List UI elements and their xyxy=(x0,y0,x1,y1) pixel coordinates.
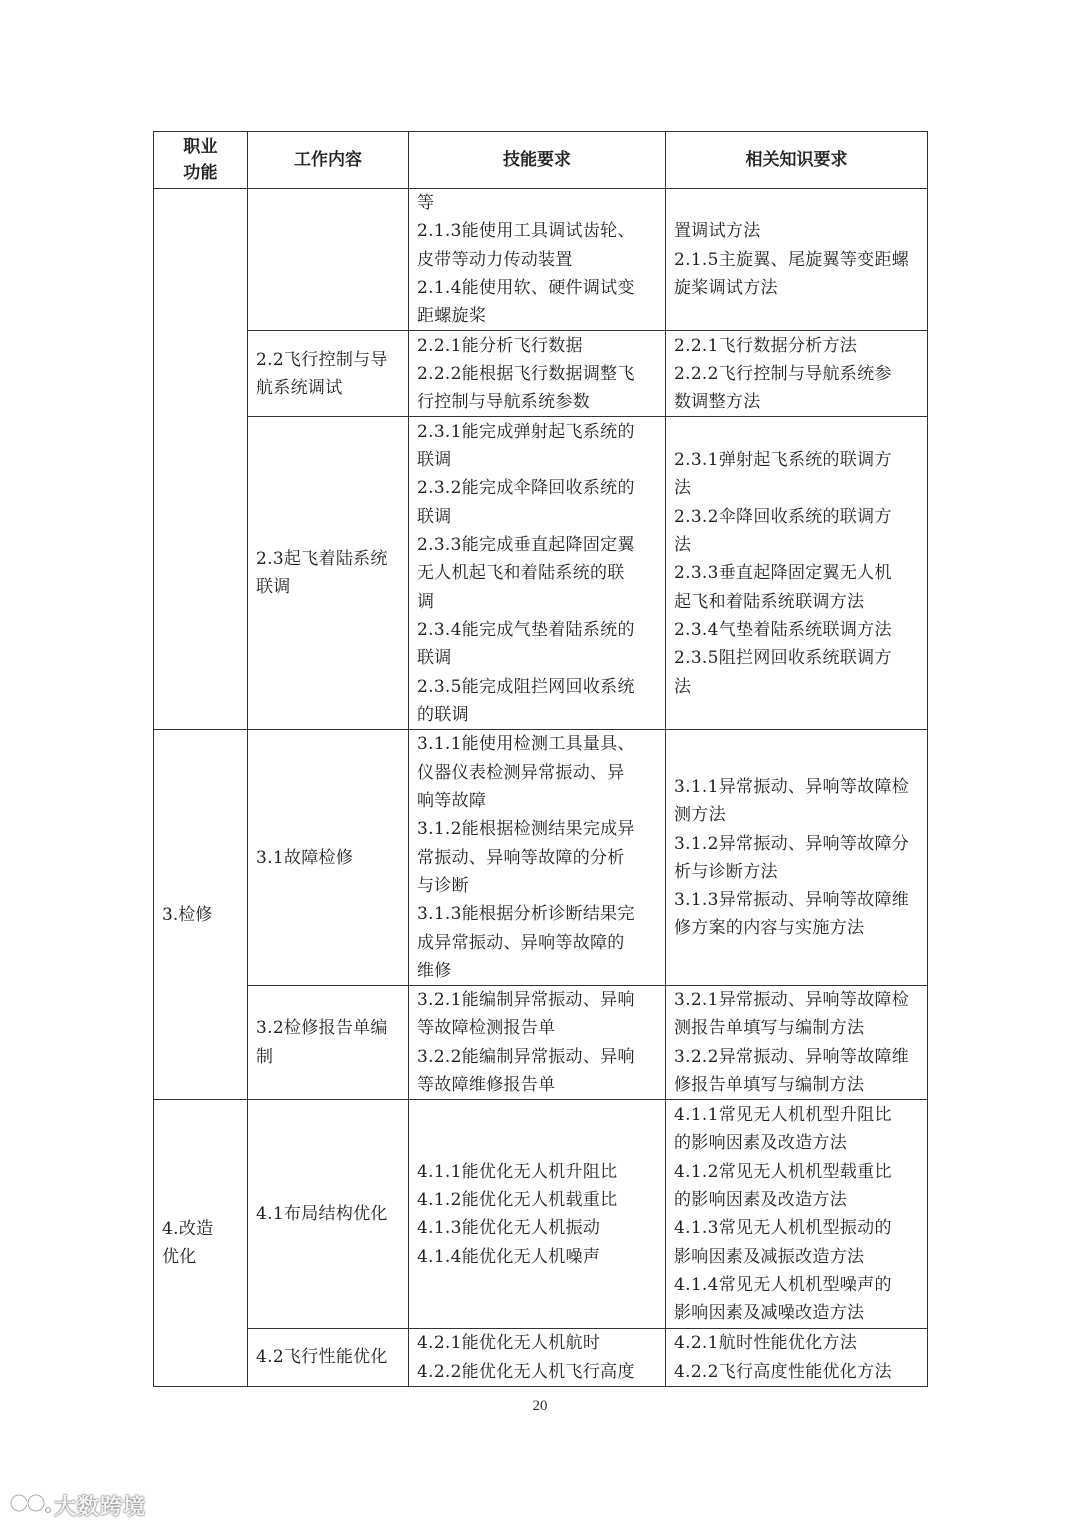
knowledge-cell xyxy=(666,417,928,730)
cell-line: 4.2.1能优化无人机航时 xyxy=(417,1333,601,1354)
cell-line: 4.1.2能优化无人机载重比 xyxy=(417,1190,618,1211)
content-cell xyxy=(248,189,409,331)
table-row xyxy=(154,189,928,331)
header-function-line: 职业 xyxy=(183,137,218,157)
knowledge-cell xyxy=(666,1329,928,1387)
cell-line: 4.1.4能优化无人机噪声 xyxy=(417,1246,601,1267)
cell-line: 与诊断 xyxy=(417,875,469,896)
function-cell xyxy=(154,189,248,730)
cell-line: 调 xyxy=(417,591,435,612)
cell-line: 2.3.3能完成垂直起降固定翼 xyxy=(417,535,635,556)
cell-line: 旋桨调试方法 xyxy=(674,277,778,298)
cell-line: 联调 xyxy=(417,450,452,471)
cell-line: 测报告单填写与编制方法 xyxy=(674,1018,865,1039)
cell-line: 3.2.1异常振动、异响等故障检 xyxy=(674,990,910,1011)
cell-line: 联调 xyxy=(417,506,452,527)
cell-line: 成异常振动、异响等故障的 xyxy=(417,932,625,953)
skills-cell xyxy=(409,986,666,1100)
cell-line: 联调 xyxy=(256,577,291,598)
cell-line: 2.1.5主旋翼、尾旋翼等变距螺 xyxy=(674,249,910,270)
content-cell xyxy=(248,417,409,730)
cell-line: 测方法 xyxy=(674,805,726,826)
cell-line: 析与诊断方法 xyxy=(674,861,778,882)
cell-line: 修报告单填写与编制方法 xyxy=(674,1075,865,1096)
knowledge-cell xyxy=(666,730,928,986)
cell-line: 的影响因素及改造方法 xyxy=(674,1133,847,1154)
cell-line: 4.2.1航时性能优化方法 xyxy=(674,1333,858,1354)
cell-line: 影响因素及减振改造方法 xyxy=(674,1246,865,1267)
cell-line: 2.3.4能完成气垫着陆系统的 xyxy=(417,619,635,640)
cell-line: 无人机起飞和着陆系统的联 xyxy=(417,563,625,584)
cell-line: 等故障检测报告单 xyxy=(417,1018,556,1039)
cell-line: 4.1.1能优化无人机升阻比 xyxy=(417,1161,618,1182)
cell-line: 的影响因素及改造方法 xyxy=(674,1190,847,1211)
skills-cell xyxy=(409,1100,666,1329)
table-header-row xyxy=(154,132,928,189)
function-cell xyxy=(154,1100,248,1387)
content-cell xyxy=(248,730,409,986)
cell-line: 3.1.2能根据检测结果完成异 xyxy=(417,819,635,840)
table-row xyxy=(154,331,928,417)
cell-line: 4.1.4常见无人机机型噪声的 xyxy=(674,1274,892,1295)
cell-line: 修方案的内容与实施方法 xyxy=(674,918,865,939)
function-cell: 3.检修 xyxy=(154,730,248,1100)
page-number: 20 xyxy=(532,1398,548,1414)
knowledge-cell xyxy=(666,1100,928,1329)
cell-line: 2.2飞行控制与导 xyxy=(256,349,388,370)
cell-line: 2.1.3能使用工具调试齿轮、 xyxy=(417,221,635,242)
knowledge-cell xyxy=(666,986,928,1100)
cell-line: 法 xyxy=(674,478,692,499)
knowledge-cell xyxy=(666,331,928,417)
cell-line: 3.2.2异常振动、异响等故障维 xyxy=(674,1046,910,1067)
cell-line: 2.3.5能完成阻拦网回收系统 xyxy=(417,676,635,697)
cell-line: 4.1.2常见无人机机型载重比 xyxy=(674,1161,892,1182)
header-skills: 技能要求 xyxy=(409,132,666,189)
cell-line: 行控制与导航系统参数 xyxy=(417,392,590,413)
cell-line: 4.1.1常见无人机机型升阻比 xyxy=(674,1105,892,1126)
table-row xyxy=(154,417,928,730)
cell-line: 的联调 xyxy=(417,704,469,725)
knowledge-cell xyxy=(666,189,928,331)
header-content: 工作内容 xyxy=(248,132,409,189)
cell-line: 3.1.3能根据分析诊断结果完 xyxy=(417,904,635,925)
cell-line: 2.2.1能分析飞行数据 xyxy=(417,335,583,356)
cell-line: 优化 xyxy=(162,1247,197,1268)
skills-cell xyxy=(409,331,666,417)
table-row xyxy=(154,986,928,1100)
cell-line: 法 xyxy=(674,535,692,556)
cell-line: 2.3.2能完成伞降回收系统的 xyxy=(417,478,635,499)
watermark-icon xyxy=(8,1488,52,1518)
cell-line: 4.1布局结构优化 xyxy=(256,1204,388,1225)
cell-line: 制 xyxy=(256,1046,274,1067)
cell-line: 2.3起飞着陆系统 xyxy=(256,549,388,570)
skills-cell xyxy=(409,417,666,730)
cell-line: 2.3.3垂直起降固定翼无人机 xyxy=(674,563,892,584)
cell-line: 3.1.1能使用检测工具量具、 xyxy=(417,734,635,755)
cell-line: 维修 xyxy=(417,960,452,981)
cell-line: 4.1.3能优化无人机振动 xyxy=(417,1218,601,1239)
cell-line: 4.2.2飞行高度性能优化方法 xyxy=(674,1361,892,1382)
cell-line: 等故障维修报告单 xyxy=(417,1075,556,1096)
cell-line: 2.3.5阻拦网回收系统联调方 xyxy=(674,648,892,669)
cell-line: 3.1故障检修 xyxy=(256,847,354,868)
cell-line: 2.3.1弹射起飞系统的联调方 xyxy=(674,450,892,471)
cell-line: 2.2.1飞行数据分析方法 xyxy=(674,335,858,356)
cell-line: 仪器仪表检测异常振动、异 xyxy=(417,762,625,783)
cell-line: 4.1.3常见无人机机型振动的 xyxy=(674,1218,892,1239)
table-row xyxy=(154,730,928,986)
content-cell xyxy=(248,986,409,1100)
header-function xyxy=(154,132,248,189)
watermark-logo xyxy=(8,1488,148,1518)
content-cell xyxy=(248,1329,409,1387)
cell-line: 等 xyxy=(417,193,435,213)
cell-line: 法 xyxy=(674,676,692,697)
cell-line: 2.1.4能使用软、硬件调试变 xyxy=(417,277,635,298)
cell-line: 起飞和着陆系统联调方法 xyxy=(674,591,865,612)
content-cell xyxy=(248,1100,409,1329)
skills-cell xyxy=(409,730,666,986)
table-row xyxy=(154,1329,928,1387)
cell-line: 2.3.1能完成弹射起飞系统的 xyxy=(417,421,635,442)
cell-line: 3.1.2异常振动、异响等故障分 xyxy=(674,833,910,854)
cell-line: 皮带等动力传动装置 xyxy=(417,249,573,270)
cell-line: 置调试方法 xyxy=(674,221,761,242)
skills-cell xyxy=(409,189,666,331)
cell-line: 数调整方法 xyxy=(674,392,761,413)
content-cell xyxy=(248,331,409,417)
header-knowledge: 相关知识要求 xyxy=(666,132,928,189)
cell-line: 距螺旋桨 xyxy=(417,306,487,327)
cell-line: 4.2飞行性能优化 xyxy=(256,1347,388,1368)
cell-line: 影响因素及减噪改造方法 xyxy=(674,1303,865,1324)
cell-line: 常振动、异响等故障的分析 xyxy=(417,847,625,868)
skills-cell xyxy=(409,1329,666,1387)
watermark-text: 大数跨境 xyxy=(54,1495,147,1520)
cell-line: 航系统调试 xyxy=(256,377,343,398)
cell-line: 联调 xyxy=(417,648,452,669)
cell-line: 3.2检修报告单编 xyxy=(256,1018,388,1039)
cell-line: 2.3.2伞降回收系统的联调方 xyxy=(674,506,892,527)
cell-line: 2.2.2能根据飞行数据调整飞 xyxy=(417,363,635,384)
cell-line: 4.2.2能优化无人机飞行高度 xyxy=(417,1361,635,1382)
table-row xyxy=(154,1100,928,1329)
cell-line: 2.2.2飞行控制与导航系统参 xyxy=(674,363,892,384)
cell-line: 3.2.2能编制异常振动、异响 xyxy=(417,1046,635,1067)
cell-line: 响等故障 xyxy=(417,791,487,812)
cell-line: 3.1.3异常振动、异响等故障维 xyxy=(674,890,910,911)
header-function-line: 功能 xyxy=(183,163,218,183)
cell-line: 3.1.1异常振动、异响等故障检 xyxy=(674,776,910,797)
occupational-standard-table xyxy=(153,131,928,1387)
cell-line: 4.改造 xyxy=(162,1218,214,1239)
cell-line: 3.2.1能编制异常振动、异响 xyxy=(417,990,635,1011)
cell-line: 2.3.4气垫着陆系统联调方法 xyxy=(674,619,892,640)
